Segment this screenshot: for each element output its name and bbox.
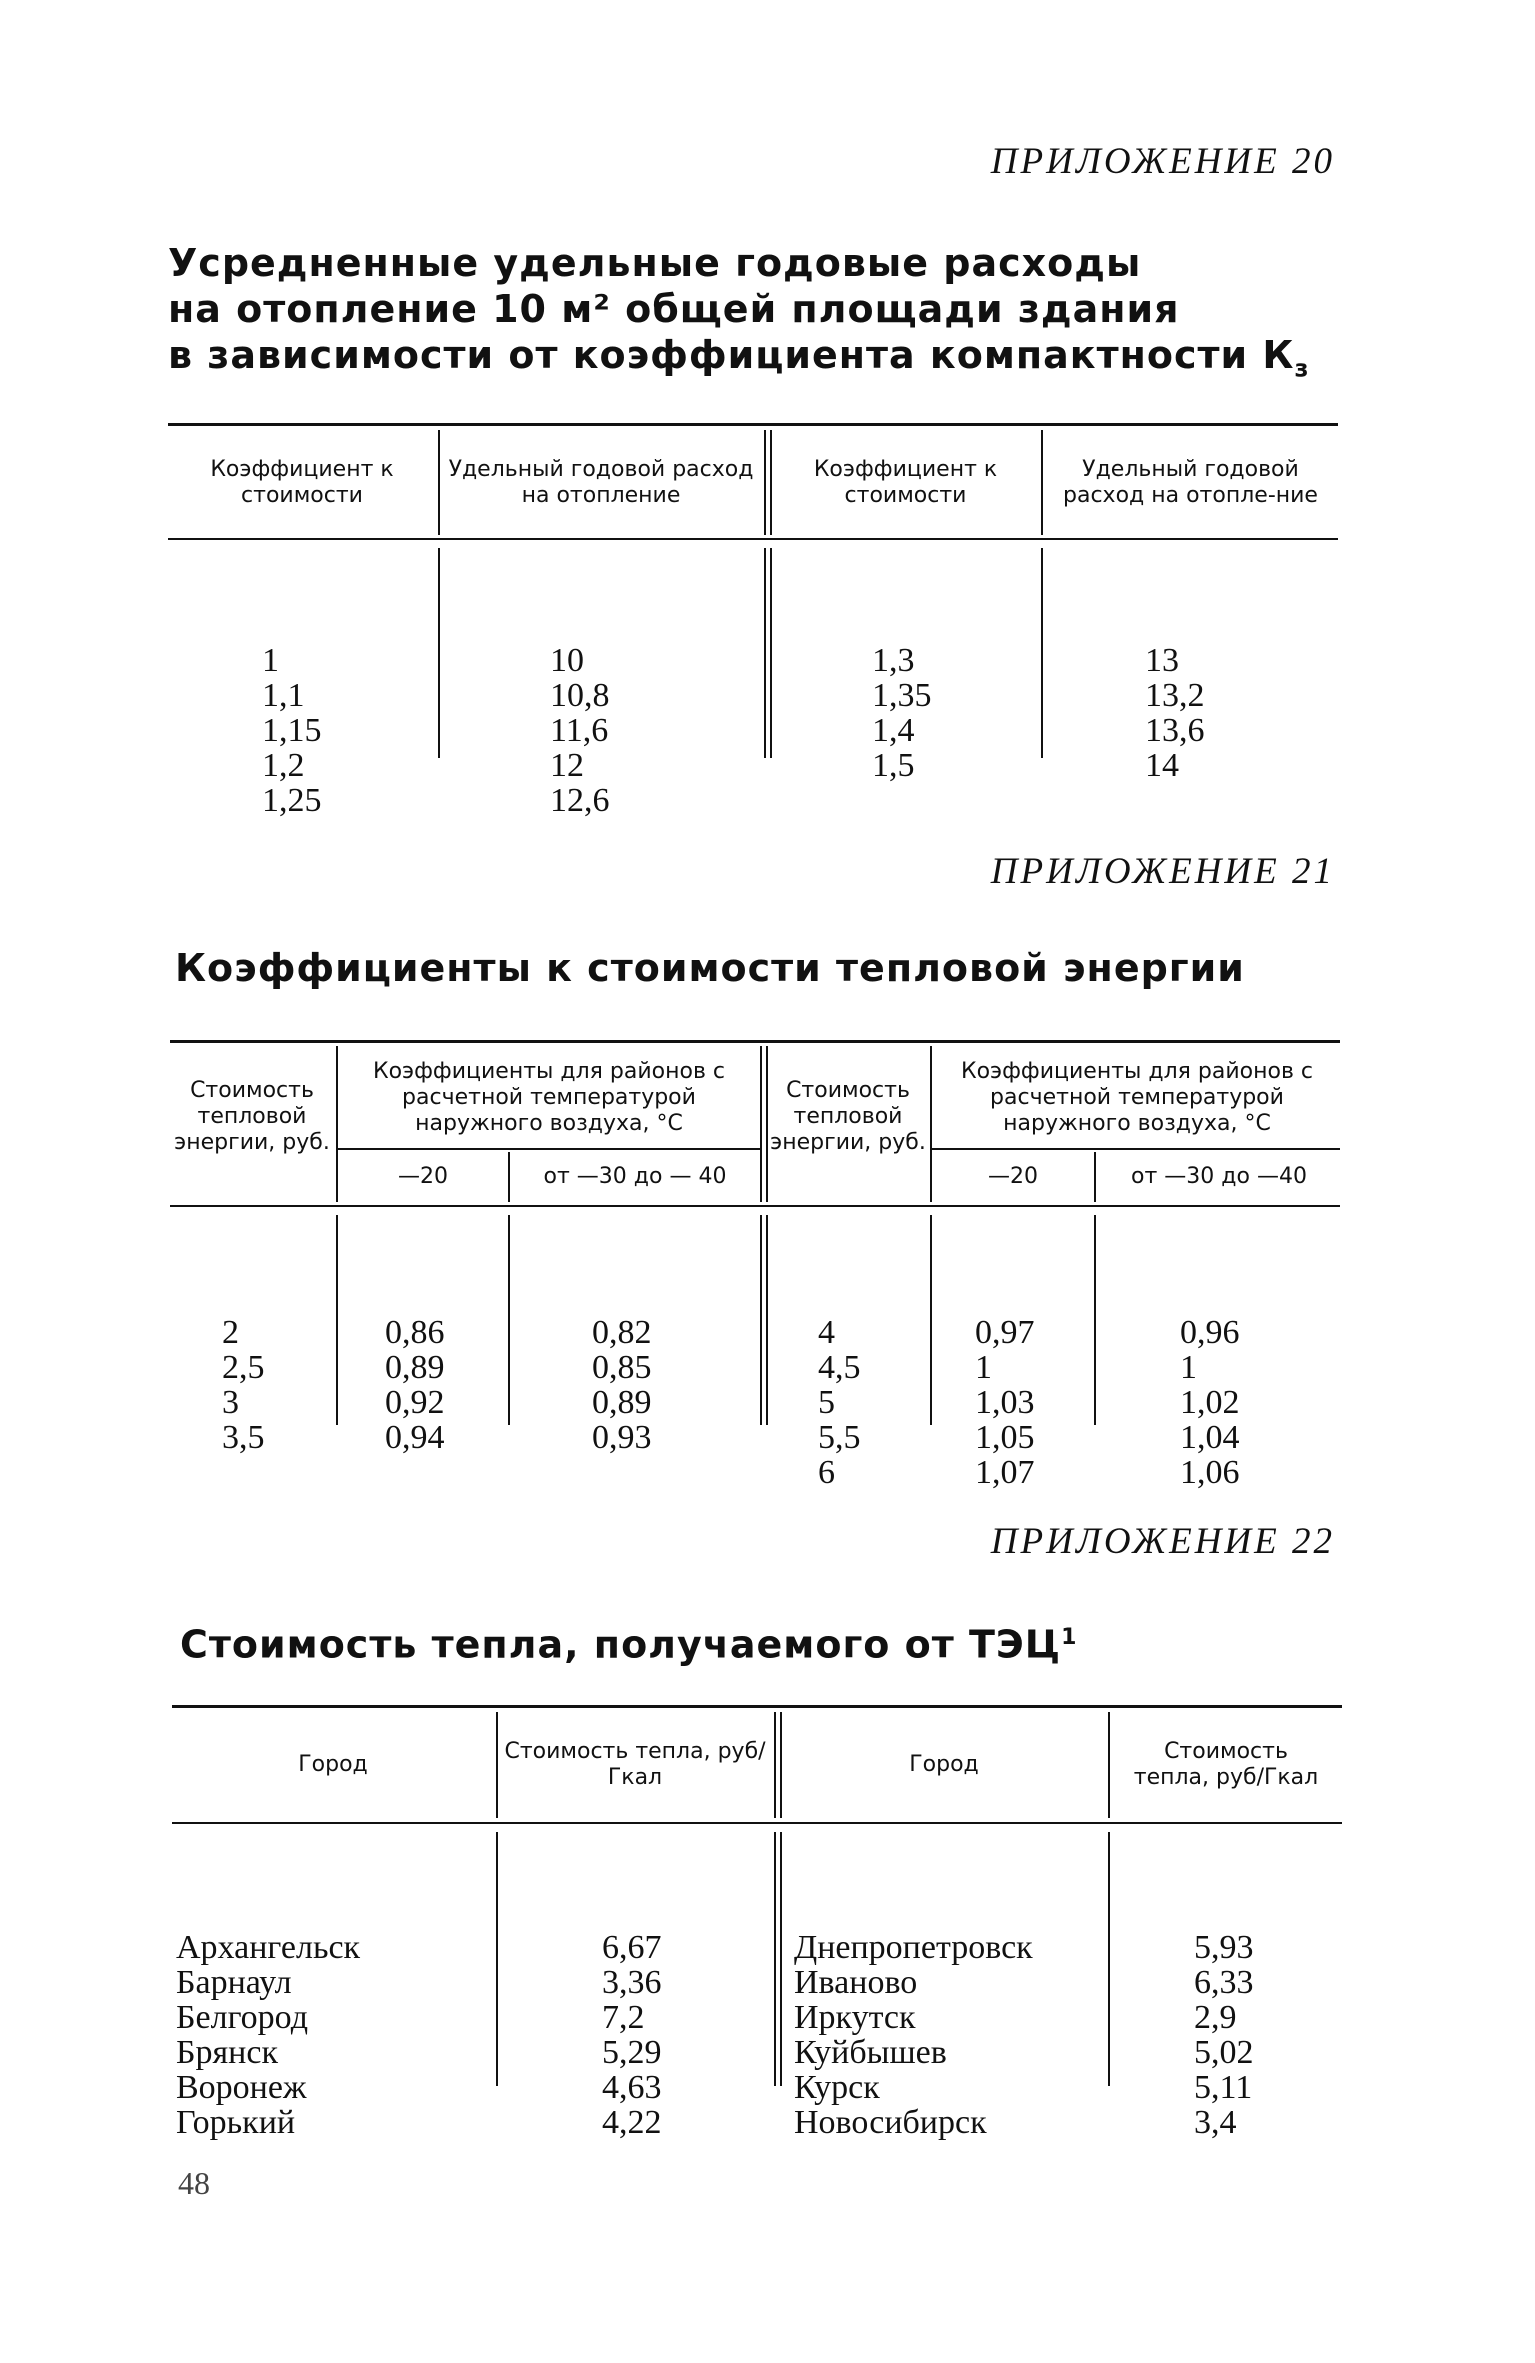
appendix-20-title-line2: на отопление 10 м² общей площади здания <box>168 287 1180 331</box>
appendix-20-title-line1: Усредненные удельные годовые расходы <box>168 241 1142 285</box>
table-1-top-rule <box>168 423 1338 426</box>
page-number: 48 <box>178 2165 210 2201</box>
table-1-col-coef-1: 1 1,1 1,15 1,2 1,25 <box>262 642 322 819</box>
table-1-col-coef-2: 1,3 1,35 1,4 1,5 <box>872 642 932 784</box>
table-3-col-cost-left: 6,67 3,36 7,2 5,29 4,63 4,22 <box>602 1929 662 2141</box>
table-2-sub-minus20-left: —20 <box>398 1164 448 1189</box>
table-3-col-cost-right: 5,93 6,33 2,9 5,02 5,11 3,4 <box>1194 1929 1254 2141</box>
table-2-sub-range-left: от —30 до — 40 <box>543 1164 727 1189</box>
appendix-20-title-line3: в зависимости от коэффициента компактности $К_з$ <box>168 333 1310 383</box>
table-1-header-rule <box>168 538 1338 540</box>
table-1-header-rate-2: Удельный годовой расход на отопле-ние <box>1063 456 1318 508</box>
appendix-21-label: ПРИЛОЖЕНИЕ 21 <box>990 851 1335 892</box>
table-3-header-cost-left: Стоимость тепла, руб/Гкал <box>504 1739 766 1790</box>
table-1-header-coef-2: Коэффициент к стоимости <box>813 456 998 508</box>
table-1-col-rate-1: 10 10,8 11,6 12 12,6 <box>550 642 610 819</box>
table-1-header-coef-1: Коэффициент к стоимости <box>210 456 394 508</box>
table-1-header-rate-1: Удельный годовой расход на отопление <box>448 456 754 508</box>
appendix-22-title: Стоимость тепла, получаемого от ТЭЦ$^1$ <box>180 1622 1078 1667</box>
table-2-col-k30-right: 0,96 1 1,02 1,04 1,06 <box>1180 1314 1240 1491</box>
table-2-header-cost-left: Стоимость тепловой энергии, руб. <box>174 1078 330 1155</box>
table-3-header-city-left: Город <box>298 1752 368 1777</box>
table-2-col-k20-right: 0,97 1 1,03 1,05 1,07 <box>975 1314 1035 1491</box>
table-2-header-cost-right: Стоимость тепловой энергии, руб. <box>770 1078 926 1155</box>
table-2-col-cost-left: 2 2,5 3 3,5 <box>222 1314 265 1456</box>
table-2-col-k30-left: 0,82 0,85 0,89 0,93 <box>592 1314 652 1456</box>
appendix-20-label: ПРИЛОЖЕНИЕ 20 <box>990 141 1335 182</box>
table-3-col-city-left: Архангельск Барнаул Белгород Брянск Воронеж Горький <box>176 1929 361 2141</box>
appendix-22-label: ПРИЛОЖЕНИЕ 22 <box>990 1521 1335 1562</box>
table-2-header-coef-right: Коэффициенты для районов с расчетной температурой наружного воздуха, °С <box>960 1059 1314 1136</box>
table-3-header-city-right: Город <box>909 1752 979 1777</box>
table-2-col-k20-left: 0,86 0,89 0,92 0,94 <box>385 1314 445 1456</box>
table-2-col-cost-right: 4 4,5 5 5,5 6 <box>818 1314 861 1491</box>
table-1-col-rate-2: 13 13,2 13,6 14 <box>1145 642 1205 784</box>
table-3-col-city-right: Днепропетровск Иваново Иркутск Куйбышев Курск Новосибирск <box>794 1929 1033 2141</box>
table-3-header-cost-right: Стоимость тепла, руб/Гкал <box>1133 1739 1319 1790</box>
table-2-sub-range-right: от —30 до —40 <box>1131 1164 1307 1189</box>
table-2-header-coef-left: Коэффициенты для районов с расчетной температурой наружного воздуха, °С <box>372 1059 726 1136</box>
appendix-20-title <box>168 240 1309 392</box>
appendix-21-title: Коэффициенты к стоимости тепловой энергии <box>175 946 1245 990</box>
table-2-sub-minus20-right: —20 <box>988 1164 1038 1189</box>
